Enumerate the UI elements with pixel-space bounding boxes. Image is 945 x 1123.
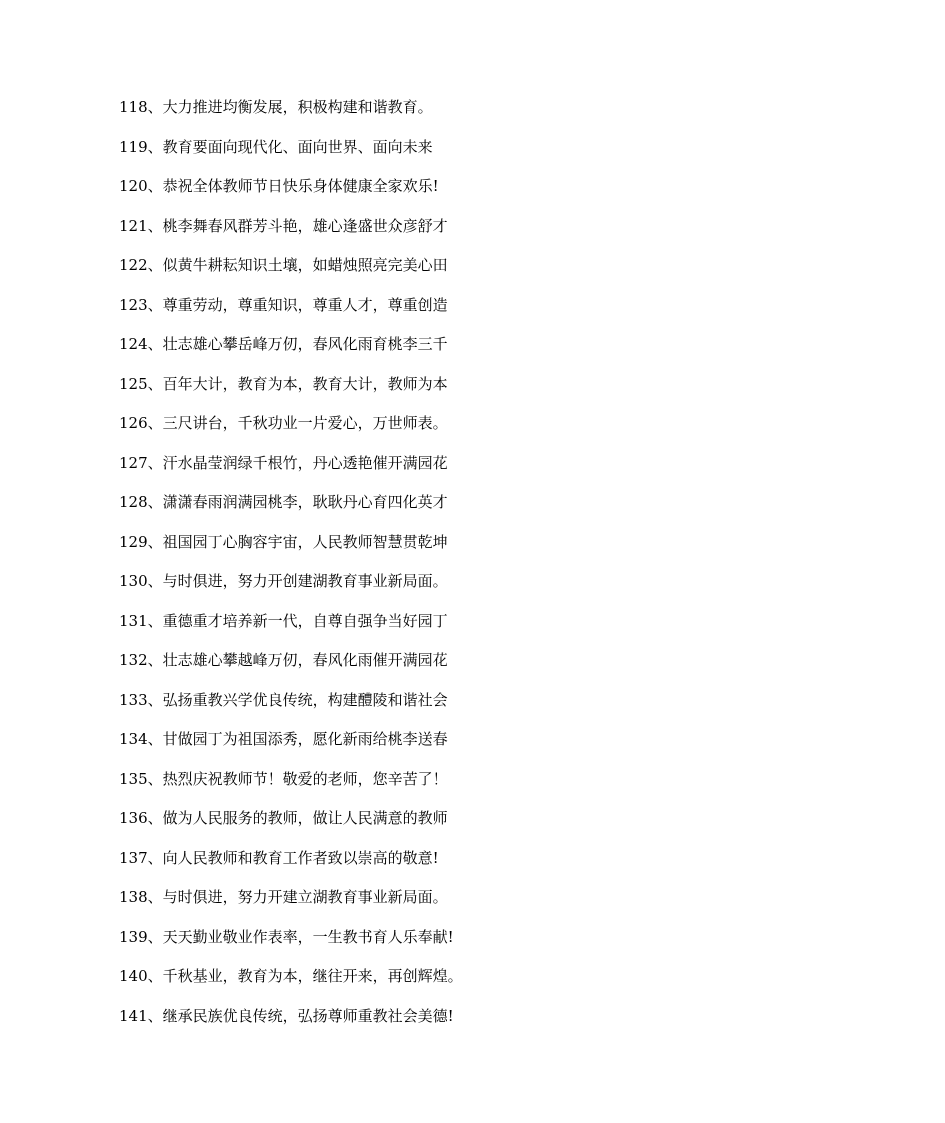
slogan-line: 131、重德重才培养新一代，自尊自强争当好园丁 — [119, 611, 448, 630]
slogan-line: 134、甘做园丁为祖国添秀，愿化新雨给桃李送春 — [119, 730, 448, 748]
slogan-line: 121、桃李舞春风群芳斗艳，雄心逢盛世众彦舒才 — [119, 216, 448, 235]
slogan-line: 129、祖国园丁心胸容宇宙，人民教师智慧贯乾坤 — [119, 532, 448, 551]
slogan-line: 135、热烈庆祝教师节！敬爱的老师，您辛苦了！ — [119, 769, 448, 788]
slogan-line: 138、与时俱进，努力开建立湖教育事业新局面。 — [119, 888, 448, 906]
slogan-line: 139、天天勤业敬业作表率，一生教书育人乐奉献! — [119, 927, 454, 946]
slogan-line: 126、三尺讲台，千秋功业一片爱心，万世师表。 — [119, 414, 448, 432]
slogan-line: 128、潇潇春雨润满园桃李，耿耿丹心育四化英才 — [119, 493, 448, 511]
slogan-line: 118、大力推进均衡发展，积极构建和谐教育。 — [119, 98, 433, 116]
slogan-line: 132、壮志雄心攀越峰万仞，春风化雨催开满园花 — [119, 651, 448, 669]
slogan-line: 125、百年大计，教育为本，教育大计，教师为本 — [119, 374, 448, 393]
slogan-line: 136、做为人民服务的教师，做让人民满意的教师 — [119, 809, 448, 827]
slogan-list — [119, 94, 819, 1042]
slogan-line: 137、向人民教师和教育工作者致以崇高的敬意! — [119, 848, 439, 867]
slogan-line: 122、似黄牛耕耘知识土壤，如蜡烛照亮完美心田 — [119, 256, 448, 274]
slogan-line: 119、教育要面向现代化、面向世界、面向未来 — [119, 137, 433, 156]
slogan-line: 130、与时俱进，努力开创建湖教育事业新局面。 — [119, 572, 448, 590]
slogan-line: 127、汗水晶莹润绿千根竹，丹心透艳催开满园花 — [119, 453, 448, 472]
slogan-line: 120、恭祝全体教师节日快乐身体健康全家欢乐! — [119, 177, 439, 195]
slogan-line: 124、壮志雄心攀岳峰万仞，春风化雨育桃李三千 — [119, 335, 448, 353]
slogan-line: 141、继承民族优良传统，弘扬尊师重教社会美德! — [119, 1006, 454, 1025]
slogan-line: 140、千秋基业，教育为本，继往开来，再创辉煌。 — [119, 967, 463, 985]
slogan-line: 123、尊重劳动，尊重知识，尊重人才，尊重创造 — [119, 295, 448, 314]
slogan-line: 133、弘扬重教兴学优良传统，构建醴陵和谐社会 — [119, 690, 448, 709]
